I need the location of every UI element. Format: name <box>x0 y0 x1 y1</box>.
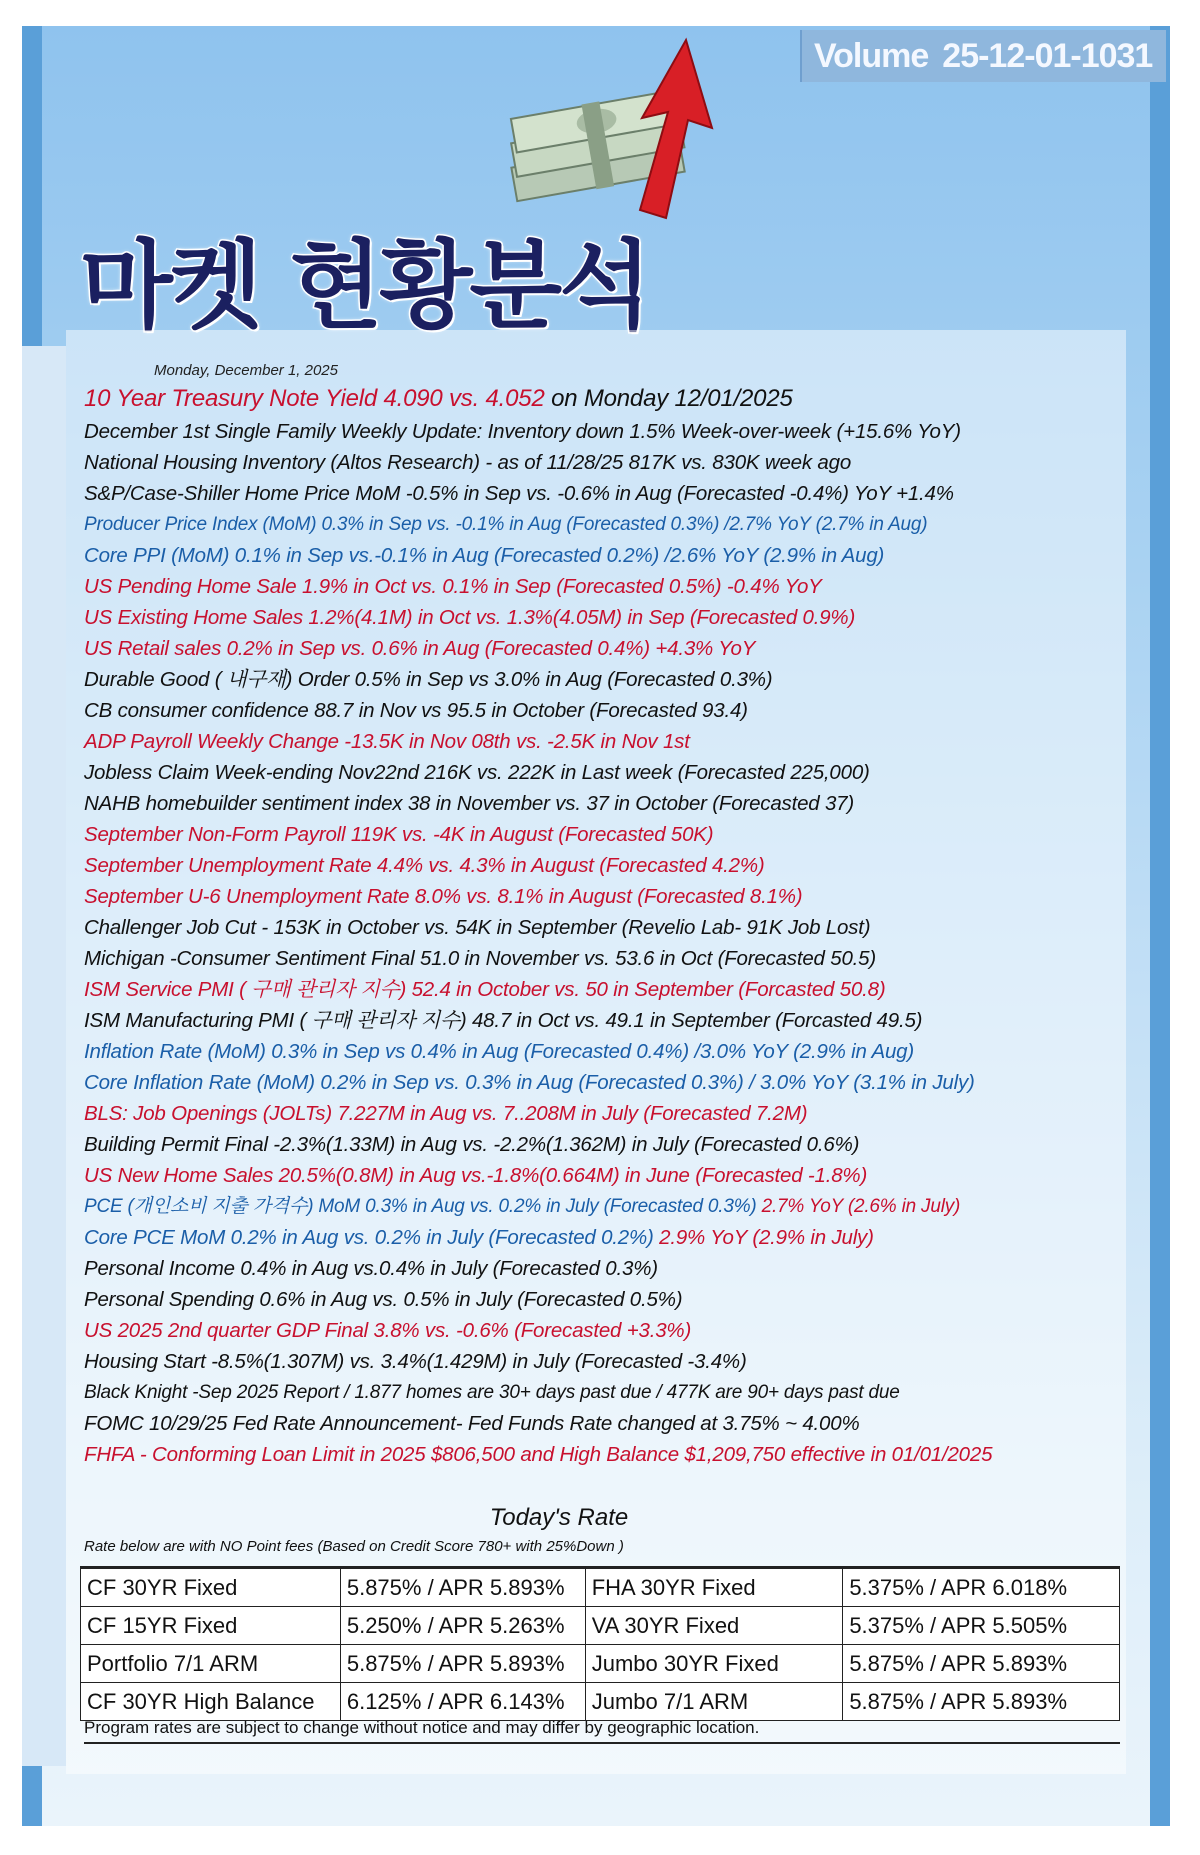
indicator-text: Core PCE MoM 0.2% in Aug vs. 0.2% in July (Forecasted 0.2%) <box>84 1226 654 1249</box>
indicator-text: Challenger Job Cut - 153K in October vs. 54K in September (Revelio Lab- 91K Job Lost) <box>84 916 871 939</box>
indicator-line <box>84 912 1144 943</box>
rate-program-cell: Jumbo 30YR Fixed <box>585 1645 843 1683</box>
indicator-line <box>84 540 1144 571</box>
indicator-text: BLS: Job Openings (JOLTs) 7.227M in Aug vs. 7..208M in July (Forecasted 7.2M) <box>84 1102 808 1125</box>
rate-value-cell: 5.375% / APR 5.505% <box>843 1607 1120 1645</box>
indicator-line <box>84 1346 1144 1377</box>
indicator-line <box>84 788 1144 819</box>
rate-value-cell: 5.875% / APR 5.893% <box>340 1645 585 1683</box>
indicator-text: Core PPI (MoM) 0.1% in Sep vs.-0.1% in Aug (Forecasted 0.2%) /2.6% YoY (2.9% in Aug) <box>84 544 885 567</box>
indicator-line <box>84 943 1144 974</box>
indicator-line <box>84 1191 1144 1222</box>
indicator-line <box>84 1253 1144 1284</box>
indicator-text: Black Knight -Sep 2025 Report / 1.877 homes are 30+ days past due / 477K are 90+ days past due <box>84 1382 900 1403</box>
report-content <box>84 360 1144 1470</box>
indicator-text: FOMC 10/29/25 Fed Rate Announcement- Fed Funds Rate changed at 3.75% ~ 4.00% <box>84 1412 860 1435</box>
rate-program-cell: FHA 30YR Fixed <box>585 1568 843 1607</box>
rate-program-cell: Jumbo 7/1 ARM <box>585 1683 843 1721</box>
indicator-line <box>84 1067 1144 1098</box>
indicator-text: US New Home Sales 20.5%(0.8M) in Aug vs.-1.8%(0.664M) in June (Forecasted -1.8%) <box>84 1164 868 1187</box>
indicator-line <box>84 1129 1144 1160</box>
rate-program-cell: CF 30YR High Balance <box>81 1683 341 1721</box>
indicator-suffix: 2.7% YoY (2.6% in July) <box>756 1196 961 1217</box>
indicator-text: US Pending Home Sale 1.9% in Oct vs. 0.1% in Sep (Forecasted 0.5%) -0.4% YoY <box>84 575 822 598</box>
rate-value-cell: 5.875% / APR 5.893% <box>843 1683 1120 1721</box>
indicator-line <box>84 881 1144 912</box>
indicator-text: Core Inflation Rate (MoM) 0.2% in Sep vs. 0.3% in Aug (Forecasted 0.3%) / 3.0% YoY (3.1% in July) <box>84 1071 975 1094</box>
indicator-text: ISM Manufacturing PMI ( 구매 관리자 지수) 48.7 in Oct vs. 49.1 in September (Forcasted 49.5) <box>84 1009 923 1032</box>
indicator-line <box>84 1408 1144 1439</box>
indicator-text: Michigan -Consumer Sentiment Final 51.0 in November vs. 53.6 in Oct (Forecasted 50.5) <box>84 947 876 970</box>
indicator-line <box>84 1377 1144 1408</box>
indicator-text: PCE (개인소비 지출 가격수) MoM 0.3% in Aug vs. 0.2% in July (Forecasted 0.3%) <box>84 1196 757 1217</box>
indicator-text: Producer Price Index (MoM) 0.3% in Sep vs. -0.1% in Aug (Forecasted 0.3%) /2.7% YoY (2.7% in Aug) <box>84 514 928 535</box>
rate-program-cell: VA 30YR Fixed <box>585 1607 843 1645</box>
indicator-text: S&P/Case-Shiller Home Price MoM -0.5% in Sep vs. -0.6% in Aug (Forecasted -0.4%) YoY +1.4% <box>84 482 954 505</box>
table-row <box>81 1568 1120 1607</box>
indicator-line <box>84 382 1144 416</box>
indicator-line <box>84 1222 1144 1253</box>
indicator-line <box>84 819 1144 850</box>
rate-program-cell: Portfolio 7/1 ARM <box>81 1645 341 1683</box>
indicator-text: Inflation Rate (MoM) 0.3% in Sep vs 0.4% in Aug (Forecasted 0.4%) /3.0% YoY (2.9% in Aug) <box>84 1040 914 1063</box>
indicator-line <box>84 664 1144 695</box>
indicator-text: ISM Service PMI ( 구매 관리자 지수) 52.4 in October vs. 50 in September (Forcasted 50.8) <box>84 978 886 1001</box>
indicator-line <box>84 726 1144 757</box>
volume-label: Volume <box>814 37 929 75</box>
indicator-text: FHFA - Conforming Loan Limit in 2025 $806,500 and High Balance $1,209,750 effective in 01/01/2025 <box>84 1443 993 1466</box>
indicator-text: US 2025 2nd quarter GDP Final 3.8% vs. -0.6% (Forecasted +3.3%) <box>84 1319 692 1342</box>
indicator-line <box>84 416 1144 447</box>
page-title: 마켓 현황분석 <box>80 230 649 342</box>
rate-program-cell: CF 15YR Fixed <box>81 1607 341 1645</box>
indicator-text: September Unemployment Rate 4.4% vs. 4.3% in August (Forecasted 4.2%) <box>84 854 765 877</box>
indicator-line <box>84 1098 1144 1129</box>
money-arrow-icon <box>490 32 730 232</box>
indicator-line <box>84 850 1144 881</box>
rate-value-cell: 6.125% / APR 6.143% <box>340 1683 585 1721</box>
indicator-line <box>84 633 1144 664</box>
report-date: Monday, December 1, 2025 <box>154 362 338 379</box>
indicator-text: Personal Spending 0.6% in Aug vs. 0.5% in July (Forecasted 0.5%) <box>84 1288 683 1311</box>
rate-value-cell: 5.875% / APR 5.893% <box>340 1568 585 1607</box>
indicator-line <box>84 1284 1144 1315</box>
rate-program-cell: CF 30YR Fixed <box>81 1568 341 1607</box>
indicator-line <box>84 1005 1144 1036</box>
indicator-list <box>84 382 1144 1470</box>
indicator-text: September Non-Form Payroll 119K vs. -4K in August (Forecasted 50K) <box>84 823 714 846</box>
rate-value-cell: 5.875% / APR 5.893% <box>843 1645 1120 1683</box>
indicator-line <box>84 695 1144 726</box>
indicator-line <box>84 509 1144 540</box>
rates-footer: Program rates are subject to change without notice and may differ by geographic location. <box>84 1718 1120 1744</box>
indicator-line <box>84 571 1144 602</box>
indicator-text: ADP Payroll Weekly Change -13.5K in Nov 08th vs. -2.5K in Nov 1st <box>84 730 690 753</box>
indicator-text: September U-6 Unemployment Rate 8.0% vs. 8.1% in August (Forecasted 8.1%) <box>84 885 803 908</box>
indicator-line <box>84 757 1144 788</box>
indicator-text: US Retail sales 0.2% in Sep vs. 0.6% in Aug (Forecasted 0.4%) +4.3% YoY <box>84 637 756 660</box>
indicator-line <box>84 602 1144 633</box>
volume-banner <box>800 30 1166 82</box>
volume-number: 25-12-01-1031 <box>942 37 1153 75</box>
indicator-text: NAHB homebuilder sentiment index 38 in November vs. 37 in October (Forecasted 37) <box>84 792 855 815</box>
indicator-text: Durable Good ( 내구재) Order 0.5% in Sep vs 3.0% in Aug (Forecasted 0.3%) <box>84 668 773 691</box>
rate-value-cell: 5.250% / APR 5.263% <box>340 1607 585 1645</box>
indicator-text: CB consumer confidence 88.7 in Nov vs 95.5 in October (Forecasted 93.4) <box>84 699 748 722</box>
indicator-text: Building Permit Final -2.3%(1.33M) in Aug vs. -2.2%(1.362M) in July (Forecasted 0.6%) <box>84 1133 860 1156</box>
indicator-line <box>84 447 1144 478</box>
indicator-text: US Existing Home Sales 1.2%(4.1M) in Oct vs. 1.3%(4.05M) in Sep (Forecasted 0.9%) <box>84 606 856 629</box>
indicator-line <box>84 1036 1144 1067</box>
rates-title: Today's Rate <box>489 1504 629 1531</box>
indicator-suffix: on Monday 12/01/2025 <box>544 385 793 412</box>
indicator-text: Personal Income 0.4% in Aug vs.0.4% in July (Forecasted 0.3%) <box>84 1257 658 1280</box>
indicator-suffix: 2.9% YoY (2.9% in July) <box>653 1226 874 1249</box>
table-row <box>81 1683 1120 1721</box>
indicator-line <box>84 1315 1144 1346</box>
indicator-line <box>84 1160 1144 1191</box>
indicator-line <box>84 974 1144 1005</box>
rate-value-cell: 5.375% / APR 6.018% <box>843 1568 1120 1607</box>
indicator-line <box>84 478 1144 509</box>
indicator-text: Housing Start -8.5%(1.307M) vs. 3.4%(1.429M) in July (Forecasted -3.4%) <box>84 1350 747 1373</box>
indicator-text: 10 Year Treasury Note Yield 4.090 vs. 4.052 <box>84 385 545 412</box>
indicator-text: National Housing Inventory (Altos Research) - as of 11/28/25 817K vs. 830K week ago <box>84 451 852 474</box>
indicator-text: December 1st Single Family Weekly Update: Inventory down 1.5% Week-over-week (+15.6% YoY) <box>84 420 961 443</box>
table-row <box>81 1645 1120 1683</box>
table-row <box>81 1607 1120 1645</box>
rates-table <box>80 1566 1120 1721</box>
indicator-line <box>84 1439 1144 1470</box>
indicator-text: Jobless Claim Week-ending Nov22nd 216K vs. 222K in Last week (Forecasted 225,000) <box>84 761 870 784</box>
rates-note: Rate below are with NO Point fees (Based on Credit Score 780+ with 25%Down ) <box>84 1538 624 1555</box>
frame-edge-right <box>1150 26 1170 1826</box>
panel-side-strip <box>22 346 66 1766</box>
